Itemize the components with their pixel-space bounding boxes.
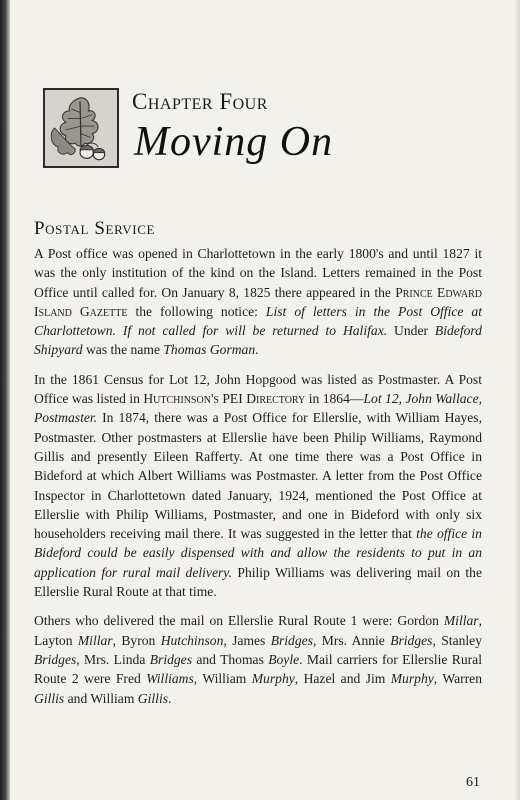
newspaper-name: Prince Edward Island Gazette: [34, 284, 482, 319]
page-number: 61: [466, 775, 480, 790]
surname: Murphy: [251, 671, 295, 687]
text-run: , Mrs. Annie: [312, 632, 391, 648]
quoted-notice: List of letters in the Post Office at Charlottetown. If not called for will be returned to Halifax.: [34, 303, 483, 339]
book-binding-shadow: [0, 0, 10, 800]
text-run: , Byron: [112, 632, 161, 648]
quoted-letter: the office in Bideford could be easily dispensed with and allow the residents to put in an application for rural mail delivery.: [34, 526, 482, 580]
chapter-label: Chapter Four: [132, 89, 268, 114]
text-run: .: [168, 690, 172, 706]
text-run: In 1874, there was a Post Office for Ellerslie, with William Hayes, Postmaster. Other postmasters at Ellerslie have been Philip Williams, Raymond Gillis and presently Eileen Rafferty. At one time there was a Post Office in Bideford at which Albert Williams was Postmaster. A letter from the Post Office Inspector in Charlottetown dated January, 1924, mentioned the Post Office at Ellerslie with Philip Williams, Postmaster, and one in Bideford with only six householders receiving mail there. It was suggested in the letter that: [34, 410, 482, 542]
surname: Bridges: [390, 632, 433, 648]
surname: Boyle: [268, 651, 300, 667]
surname: Millar: [77, 632, 113, 648]
italic-text: Bideford Shipyard: [34, 323, 482, 358]
page-edge: [514, 0, 520, 800]
surname: Hutchinson: [160, 632, 224, 648]
surname: Bridges: [34, 651, 77, 667]
paragraph-2: [34, 370, 482, 602]
surname: Gillis: [137, 690, 169, 706]
surname: Gillis: [34, 690, 65, 706]
text-run: , Layton: [34, 613, 482, 648]
text-run: A Post office was opened in Charlottetown in the early 1800's and until 1827 it was the only institution of the kind on the Island. Letters remained in the Post Office until called for. On January 8, 1825 there appeared in the: [34, 246, 482, 300]
text-run: , Mrs. Linda: [76, 651, 150, 667]
italic-text: Thomas Gorman: [163, 342, 256, 358]
chapter-title: Moving On: [134, 119, 334, 165]
surname: Bridges: [270, 632, 313, 648]
text-run: and Thomas: [192, 651, 269, 667]
text-run: Philip Williams was delivering mail on the Ellerslie Rural Route at that time.: [34, 564, 483, 600]
text-run: , Hazel and Jim: [294, 671, 391, 687]
text-run: and William: [64, 690, 138, 706]
surname: Bridges: [149, 651, 193, 667]
text-run: , Stanley: [432, 632, 483, 648]
surname: Williams: [146, 671, 194, 687]
surname: Millar: [443, 613, 479, 629]
text-run: , William: [193, 671, 252, 687]
text-run: in 1864—: [305, 391, 364, 407]
text-run: , James: [223, 632, 271, 648]
paragraph-3: [34, 611, 482, 707]
text-run: was the name: [82, 342, 164, 358]
text-run: In the 1861 Census for Lot 12, John Hopgood was listed as Postmaster. A Post Office was listed in: [34, 371, 482, 407]
oak-leaf-acorn-icon: [43, 88, 119, 168]
surname: Murphy: [390, 671, 434, 687]
italic-text: Lot 12, John Wallace, Postmaster.: [34, 391, 482, 426]
text-run: the following notice:: [127, 303, 266, 319]
text-run: .: [255, 342, 259, 358]
body-text: [34, 244, 482, 718]
directory-name: Hutchinson's PEI Directory: [143, 391, 306, 407]
text-run: Others who delivered the mail on Ellerslie Rural Route 1 were: Gordon: [34, 613, 444, 629]
text-run: . Mail carriers for Ellerslie Rural Route 2 were Fred: [34, 651, 482, 687]
section-heading: Postal Service: [34, 218, 156, 239]
text-run: Under: [387, 323, 435, 339]
paragraph-1: [34, 244, 482, 360]
text-run: , Warren: [433, 671, 482, 687]
